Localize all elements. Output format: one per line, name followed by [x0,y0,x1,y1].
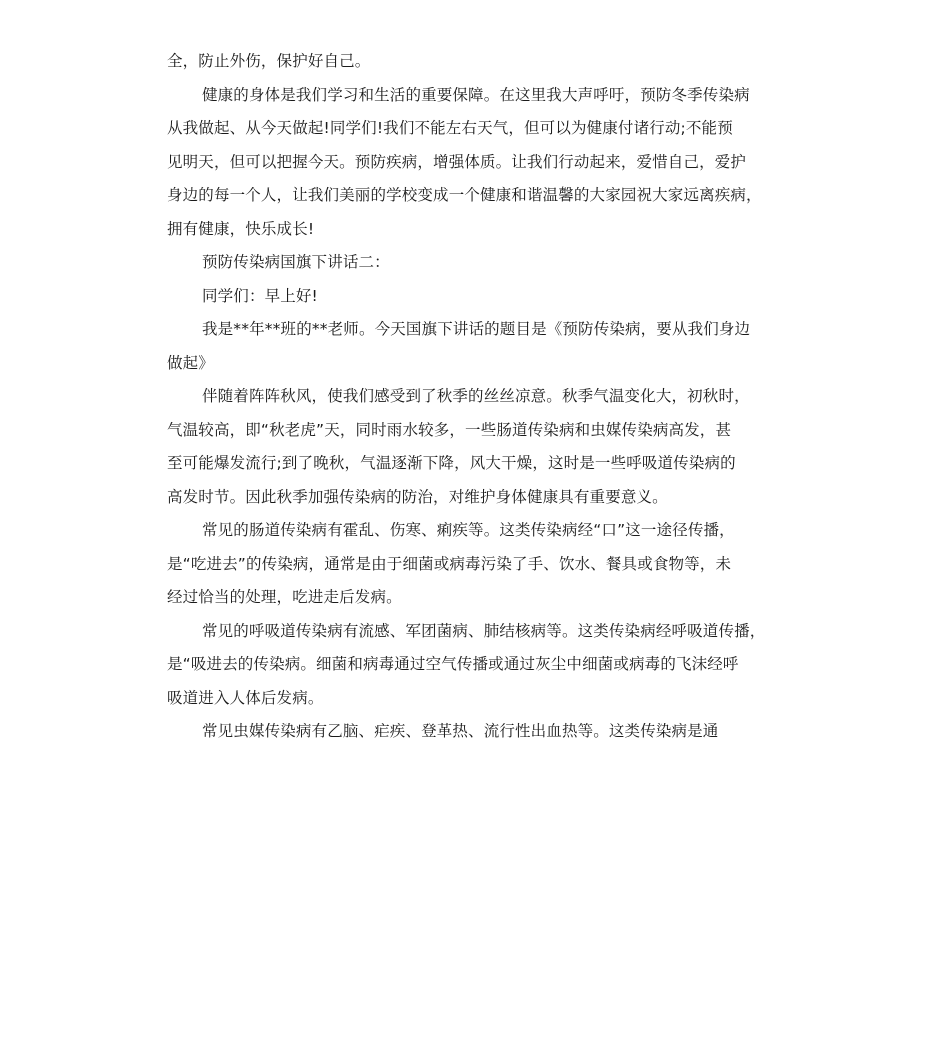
text-line: 高发时节。因此秋季加强传染病的防治，对维护身体健康具有重要意义。 [167,487,668,506]
text-line: 常见虫媒传染病有乙脑、疟疾、登革热、流行性出血热等。这类传染病是通 [202,722,719,740]
text-line: 全，防止外伤，保护好自己。 [167,52,371,70]
text-line: 是“吃进去”的传染病，通常是由于细菌或病毒污染了手、饮水、餐具或食物等，未 [167,554,732,573]
text-line: 至可能爆发流行;到了晚秋，气温逐渐下降，风大干燥，这时是一些呼吸道传染病的 [167,454,736,472]
text-line: 经过恰当的处理，吃进走后发病。 [167,588,402,606]
text-line: 拥有健康，快乐成长! [167,219,315,238]
text-line: 气温较高，即“秋老虎”天，同时雨水较多，一些肠道传染病和虫媒传染病高发，甚 [167,420,732,439]
text-line: 伴随着阵阵秋风，使我们感受到了秋季的丝丝凉意。秋季气温变化大，初秋时， [202,387,750,405]
text-line: 常见的呼吸道传染病有流感、军团菌病、肺结核病等。这类传染病经呼吸道传播， [202,621,766,640]
text-line: 同学们：早上好! [202,286,318,305]
document-body [167,45,787,749]
text-line: 我是**年**班的**老师。今天国旗下讲话的题目是《预防传染病，要从我们身边 [202,320,751,338]
text-line: 见明天，但可以把握今天。预防疾病，增强体质。让我们行动起来，爱惜自己，爱护 [167,152,747,171]
text-line: 健康的身体是我们学习和生活的重要保障。在这里我大声呼吁，预防冬季传染病 [202,85,750,104]
text-line: 是“吸进去的传染病。细菌和病毒通过空气传播或通过灰尘中细菌或病毒的飞沫经呼 [167,655,739,673]
text-line: 做起》 [167,353,214,372]
text-line: 预防传染病国旗下讲话二： [202,253,390,271]
text-line: 吸道进入人体后发病。 [167,688,324,707]
text-line: 从我做起、从今天做起!同学们!我们不能左右天气，但可以为健康付诸行动;不能预 [167,119,733,137]
text-line: 身边的每一个人，让我们美丽的学校变成一个健康和谐温馨的大家园祝大家远离疾病， [167,186,762,204]
text-line: 常见的肠道传染病有霍乱、伤寒、痢疾等。这类传染病经“口”这一途径传播， [202,521,735,539]
